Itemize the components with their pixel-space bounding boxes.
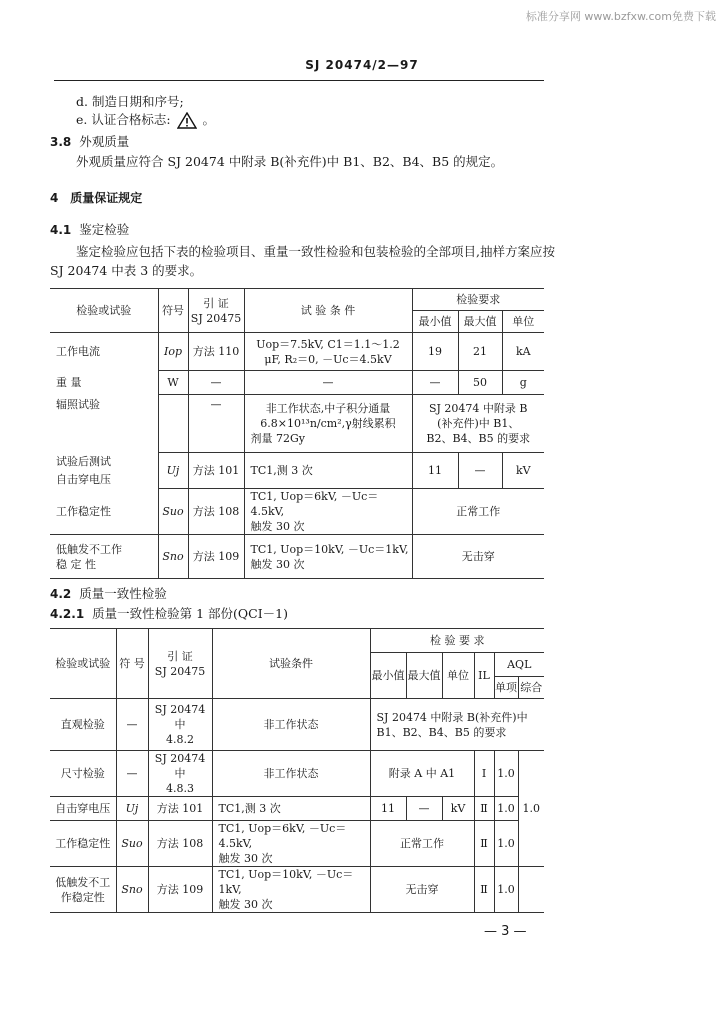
row-reference-2: 4.8.3 xyxy=(166,782,194,795)
row-conditions xyxy=(244,333,412,371)
row-min: 19 xyxy=(412,333,458,371)
row-reference-2: 4.8.2 xyxy=(166,733,194,746)
section-4-1-heading xyxy=(50,222,129,238)
section-title: 质量一致性检验第 1 部份(QCI－1) xyxy=(92,606,288,621)
row-reference: — xyxy=(188,371,244,395)
row-symbol: Iop xyxy=(158,333,188,371)
row-unit: kA xyxy=(502,333,544,371)
row-symbol: Uj xyxy=(158,453,188,489)
row-item xyxy=(50,535,158,579)
row-requirement: 无击穿 xyxy=(370,867,474,913)
row-item-2: 作稳定性 xyxy=(60,890,105,904)
col-header-symbol: 符号 xyxy=(158,289,188,333)
table-row xyxy=(50,395,544,453)
row-reference-1: SJ 20474 中 xyxy=(154,703,206,731)
row-reference-1: SJ 20474 中 xyxy=(154,752,206,780)
row-unit: kV xyxy=(502,453,544,489)
row-symbol: W xyxy=(158,371,188,395)
row-conditions: TC1,测 3 次 xyxy=(244,453,412,489)
table-row xyxy=(50,489,544,535)
row-conditions-1: TC1, Uop＝10kV, －Uc＝1kV, xyxy=(218,868,354,896)
row-il: Ⅱ xyxy=(474,797,494,821)
section-number: 4.1 xyxy=(50,223,72,237)
watermark: 标准分享网 www.bzfxw.com免费下载 xyxy=(525,10,716,23)
row-reference: 方法 101 xyxy=(188,453,244,489)
row-symbol: Suo xyxy=(116,821,148,867)
section-4-2-heading xyxy=(50,586,167,602)
row-item xyxy=(50,867,116,913)
page-number: — 3 — xyxy=(484,924,527,939)
row-requirement: 无击穿 xyxy=(412,535,544,579)
section-4-2-1-heading xyxy=(50,606,288,622)
row-conditions-2: 触发 30 次 xyxy=(250,520,305,533)
col-header-reference-2: SJ 20475 xyxy=(154,664,206,678)
col-header-reference-1: 引 证 xyxy=(167,649,193,663)
row-max: — xyxy=(406,797,442,821)
row-conditions xyxy=(244,489,412,535)
row-il: Ⅱ xyxy=(474,867,494,913)
row-item-name: 自击穿电压 xyxy=(56,472,111,486)
row-item-1: 低触发不工作 xyxy=(56,542,122,556)
table-row xyxy=(50,821,544,867)
section-title: 鉴定检验 xyxy=(79,222,130,237)
row-reference xyxy=(148,699,212,751)
row-conditions: — xyxy=(244,371,412,395)
qci-1-table xyxy=(50,628,544,913)
row-symbol: Sno xyxy=(158,535,188,579)
header-rule xyxy=(54,80,544,81)
col-header-symbol: 符 号 xyxy=(116,629,148,699)
row-aql-single: 1.0 xyxy=(494,821,518,867)
item-d: d. 制造日期和序号; xyxy=(76,94,184,109)
table-row xyxy=(50,867,544,913)
row-symbol: Uj xyxy=(116,797,148,821)
table-row xyxy=(50,751,544,797)
row-symbol xyxy=(158,395,188,453)
row-conditions-3: 剂量 72Gy xyxy=(250,432,305,445)
row-item: 尺寸检验 xyxy=(50,751,116,797)
row-conditions-2: 触发 30 次 xyxy=(218,852,273,865)
row-conditions xyxy=(244,535,412,579)
section-number: 4.2 xyxy=(50,587,72,601)
row-conditions: 非工作状态 xyxy=(212,751,370,797)
col-header-il: IL xyxy=(474,653,494,699)
section-title: 外观质量 xyxy=(79,134,130,149)
row-requirement-1: SJ 20474 中附录 B xyxy=(428,402,528,415)
row-symbol: Sno xyxy=(116,867,148,913)
table-row xyxy=(50,371,544,395)
row-symbol: Suo xyxy=(158,489,188,535)
section-title: 质量保证规定 xyxy=(70,191,143,205)
row-symbol: — xyxy=(116,699,148,751)
col-header-total: 综合 xyxy=(518,677,544,699)
row-reference: 方法 110 xyxy=(188,333,244,371)
row-min: 11 xyxy=(370,797,406,821)
row-conditions-2: μF, R₂＝0, －Uc＝4.5kV xyxy=(264,352,392,366)
row-min: 11 xyxy=(412,453,458,489)
row-aql-single: 1.0 xyxy=(494,751,518,797)
section-number: 4.2.1 xyxy=(50,607,85,621)
col-header-requirements: 检 验 要 求 xyxy=(370,629,544,653)
row-requirement: 正常工作 xyxy=(370,821,474,867)
col-header-conditions: 试 验 条 件 xyxy=(244,289,412,333)
row-conditions-1: TC1, Uop＝10kV, －Uc＝1kV, xyxy=(250,542,409,556)
row-reference: 方法 109 xyxy=(188,535,244,579)
col-header-min: 最小值 xyxy=(412,311,458,333)
row-requirement: 附录 A 中 A1 xyxy=(370,751,474,797)
row-conditions-1: Uop＝7.5kV, C1＝1.1～1.2 xyxy=(256,337,400,351)
row-max: 50 xyxy=(458,371,502,395)
row-reference: 方法 109 xyxy=(148,867,212,913)
row-reference: 方法 108 xyxy=(188,489,244,535)
col-header-item: 检验或试验 xyxy=(50,629,116,699)
col-header-min: 最小值 xyxy=(370,653,406,699)
row-unit: g xyxy=(502,371,544,395)
row-il: Ⅱ xyxy=(474,821,494,867)
qualification-table xyxy=(50,288,544,579)
row-conditions xyxy=(244,395,412,453)
row-aql-total xyxy=(518,867,544,913)
row-max: 21 xyxy=(458,333,502,371)
warning-triangle-icon xyxy=(177,112,197,129)
row-conditions-2: 触发 30 次 xyxy=(250,557,305,571)
col-header-single: 单项 xyxy=(494,677,518,699)
row-item: 辐照试验 xyxy=(50,395,158,453)
col-header-item: 检验或试验 xyxy=(50,289,158,333)
row-reference: — xyxy=(188,395,244,453)
row-symbol: — xyxy=(116,751,148,797)
row-reference: 方法 108 xyxy=(148,821,212,867)
section-title: 质量一致性检验 xyxy=(79,586,167,601)
row-item: 工作稳定性 xyxy=(50,821,116,867)
row-conditions-1: TC1, Uop＝6kV, －Uc＝4.5kV, xyxy=(218,822,347,850)
section-number: 4 xyxy=(50,191,59,205)
row-item: 工作稳定性 xyxy=(50,489,158,535)
col-header-reference xyxy=(188,289,244,333)
row-max: — xyxy=(458,453,502,489)
table-row xyxy=(50,797,544,821)
col-header-max: 最大值 xyxy=(458,311,502,333)
row-conditions-2: 触发 30 次 xyxy=(218,898,273,911)
row-item: 重 量 xyxy=(50,371,158,395)
col-header-reference-2: SJ 20475 xyxy=(190,311,242,325)
row-il: Ⅰ xyxy=(474,751,494,797)
row-unit: kV xyxy=(442,797,474,821)
col-header-aql: AQL xyxy=(494,653,544,677)
section-4-1-body-1: 鉴定检验应包括下表的检验项目、重量一致性检验和包装检验的全部项目,抽样方案应按 xyxy=(76,244,555,259)
row-requirement: 正常工作 xyxy=(412,489,544,535)
section-4-heading xyxy=(50,190,142,206)
row-item-1: 低触发不工 xyxy=(55,875,111,889)
row-aql-total: 1.0 xyxy=(518,751,544,867)
col-header-reference xyxy=(148,629,212,699)
row-conditions: 非工作状态 xyxy=(212,699,370,751)
section-3-8-body: 外观质量应符合 SJ 20474 中附录 B(补充件)中 B1、B2、B4、B5 的规定。 xyxy=(76,154,504,169)
item-e-end: 。 xyxy=(202,112,216,127)
table-row xyxy=(50,333,544,371)
row-item: 直观检验 xyxy=(50,699,116,751)
section-number: 3.8 xyxy=(50,135,72,149)
row-requirement xyxy=(370,699,544,751)
row-item: 自击穿电压 xyxy=(50,797,116,821)
row-conditions-1: TC1, Uop＝6kV, －Uc＝4.5kV, xyxy=(250,490,379,518)
col-header-conditions: 试验条件 xyxy=(212,629,370,699)
col-header-unit: 单位 xyxy=(442,653,474,699)
row-item-group: 试验后测试 xyxy=(56,454,111,468)
col-header-requirements: 检验要求 xyxy=(412,289,544,311)
row-reference xyxy=(148,751,212,797)
col-header-max: 最大值 xyxy=(406,653,442,699)
row-min: — xyxy=(412,371,458,395)
table-row xyxy=(50,535,544,579)
row-requirement-1: SJ 20474 中附录 B(补充件)中 xyxy=(376,710,528,724)
row-item xyxy=(50,453,158,489)
row-conditions-2: 6.8×10¹³n/cm²,γ射线累积 xyxy=(260,417,396,430)
col-header-reference-1: 引 证 xyxy=(203,296,229,310)
row-aql-single: 1.0 xyxy=(494,797,518,821)
table-row xyxy=(50,453,544,489)
section-4-1-body-2: SJ 20474 中表 3 的要求。 xyxy=(50,263,203,278)
table-row xyxy=(50,699,544,751)
row-conditions xyxy=(212,867,370,913)
row-requirement-2: (补充件)中 B1、 xyxy=(437,417,520,430)
row-requirement-3: B2、B4、B5 的要求 xyxy=(426,432,531,445)
row-requirement xyxy=(412,395,544,453)
page-header: SJ 20474/2—97 xyxy=(305,58,419,72)
row-conditions: TC1,测 3 次 xyxy=(212,797,370,821)
row-conditions xyxy=(212,821,370,867)
col-header-unit: 单位 xyxy=(502,311,544,333)
item-e xyxy=(76,112,215,129)
row-item: 工作电流 xyxy=(50,333,158,371)
row-reference: 方法 101 xyxy=(148,797,212,821)
row-item-2: 稳 定 性 xyxy=(56,557,96,571)
row-requirement-2: B1、B2、B4、B5 的要求 xyxy=(376,725,507,739)
section-3-8-heading xyxy=(50,134,129,150)
row-aql-single: 1.0 xyxy=(494,867,518,913)
row-conditions-1: 非工作状态,中子积分通量 xyxy=(265,402,391,415)
item-e-text: e. 认证合格标志: xyxy=(76,112,171,127)
